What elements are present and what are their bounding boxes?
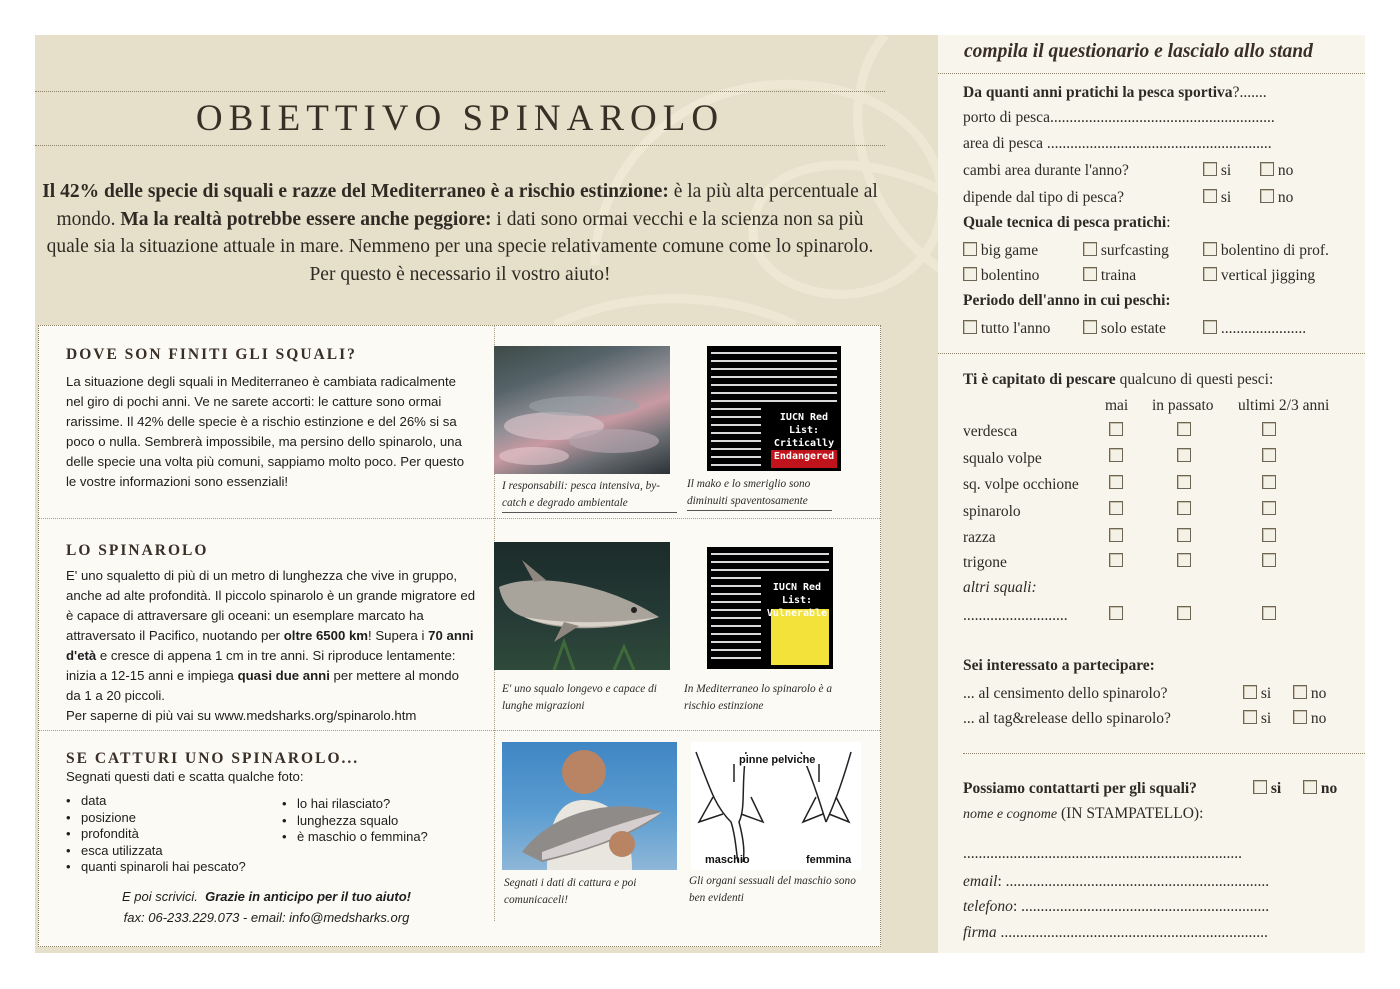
section-title-squali: DOVE SON FINITI GLI SQUALI? (66, 346, 357, 363)
label-no: no (1320, 780, 1338, 797)
info-panel (38, 325, 881, 947)
section-divider-1 (39, 518, 880, 519)
checkbox-technique[interactable] (963, 267, 977, 281)
species-verdesca: verdesca (963, 423, 1018, 440)
q-tecnica (963, 213, 1171, 233)
q-pesci-bold: Ti è capitato di pescare (963, 371, 1116, 388)
period-option[interactable] (1203, 319, 1306, 339)
list-item: • lunghezza squalo (282, 813, 428, 830)
section-body-spinarolo (66, 566, 476, 726)
technique-option[interactable] (1203, 266, 1315, 286)
checkbox-spinarolo-ultimi[interactable] (1262, 501, 1276, 515)
dipende-si[interactable] (1203, 188, 1231, 208)
iucn-vu-label: IUCN Red List: Vulnerable (766, 582, 828, 619)
technique-option[interactable] (963, 241, 1038, 261)
checkbox-volpe-ultimi[interactable] (1262, 448, 1276, 462)
questionnaire-form (938, 35, 1365, 953)
section-title-spinarolo: LO SPINAROLO (66, 542, 209, 559)
caption-iucn-spinarolo: In Mediterraneo lo spinarolo è a rischio estinzione (684, 683, 832, 712)
pelvic-fins-diagram (691, 742, 861, 870)
nome-italic: nome e cognome (963, 807, 1058, 822)
checkbox-spinarolo-mai[interactable] (1109, 501, 1123, 515)
censimento-si[interactable] (1243, 684, 1271, 704)
checkbox-contatto-si[interactable] (1253, 780, 1267, 794)
cambi-no[interactable] (1260, 161, 1293, 181)
email-dots[interactable]: : .................................................................... (997, 873, 1270, 890)
checkbox-verdesca-ultimi[interactable] (1262, 422, 1276, 436)
email-field[interactable] (963, 872, 1269, 892)
list-item: • lo hai rilasciato? (282, 796, 428, 813)
contatto-no[interactable] (1303, 779, 1337, 799)
censimento-no[interactable] (1293, 684, 1326, 704)
catch-checklist-left (66, 793, 246, 876)
title-rule-top (35, 91, 885, 92)
label-no: no (1310, 710, 1327, 727)
spinarolo-bold-km: oltre 6500 km (283, 628, 369, 643)
checkbox-razza-passato[interactable] (1177, 528, 1191, 542)
checkbox-technique[interactable] (1083, 267, 1097, 281)
signoff-thanks: Grazie in anticipo per il tuo aiuto! (205, 889, 411, 904)
q-censimento: ... al censimento dello spinarolo? (963, 685, 1168, 702)
iucn-cr-label: IUCN Red List: Critically Endangered (773, 412, 835, 462)
spiny-dogfish-photo (494, 542, 670, 670)
list-item: • data (66, 793, 246, 810)
signoff-text: E poi scrivici. (122, 889, 198, 904)
q-years-bold: Da quanti anni pratichi la pesca sportiva (963, 84, 1233, 101)
intro-bold-1: Il 42% delle specie di squali e razze del Mediterraneo è a rischio estinzione: (42, 181, 669, 202)
checkbox-occhione-passato[interactable] (1177, 475, 1191, 489)
form-divider (938, 353, 1365, 354)
page-title: OBIETTIVO SPINAROLO (195, 98, 725, 139)
checkbox-spinarolo-passato[interactable] (1177, 501, 1191, 515)
spinarolo-text-1: E' uno squaletto di più di un metro di lunghezza che vive in gruppo, anche ad alte profondità. Il piccolo spinarolo è un grande migratore ed è capace di attraversare gli oceani: un esemplare marcato ha attraversato il Pacifico, nuotando per (66, 568, 476, 643)
label-no: no (1310, 685, 1327, 702)
caption-dogfish: E' uno squalo longevo e capace di lunghe migrazioni (502, 683, 657, 712)
cambi-si[interactable] (1203, 161, 1231, 181)
section-title-catch: SE CATTURI UNO SPINAROLO... (66, 750, 360, 767)
col-header-mai: mai (1105, 397, 1129, 414)
checkbox-period[interactable] (1083, 320, 1097, 334)
checkbox-verdesca-passato[interactable] (1177, 422, 1191, 436)
spinarolo-text-3: e cresce di appena 1 cm in tre anni. Si riproduce lentamente: inizia a 12-15 anni e impiega (66, 648, 456, 683)
col-header-passato: in passato (1152, 397, 1214, 414)
nome-field[interactable]: ........................................................................ (963, 845, 1242, 862)
technique-option[interactable] (1083, 241, 1169, 261)
q-partecipare (963, 656, 1155, 676)
checkbox-altri-mai[interactable] (1109, 606, 1123, 620)
checkbox-tag-no[interactable] (1293, 710, 1307, 724)
spinarolo-bold-years: quasi due anni (237, 668, 330, 683)
technique-option[interactable] (1203, 241, 1329, 261)
section-divider-2 (39, 730, 880, 731)
label-no: no (1277, 162, 1294, 179)
firma-label: firma (963, 924, 997, 941)
tag-no[interactable] (1293, 709, 1326, 729)
technique-option[interactable] (1083, 266, 1136, 286)
period-option[interactable] (1083, 319, 1166, 339)
q-dipende: dipende dal tipo di pesca? (963, 189, 1124, 206)
q-tecnica-bold: Quale tecnica di pesca pratichi (963, 214, 1167, 231)
porto-field[interactable]: porto di pesca.......................................................... (963, 109, 1275, 126)
catch-checklist-right (282, 796, 428, 846)
q-tecnica-colon: : (1166, 214, 1171, 231)
q-pesci-text: qualcuno di questi pesci: (1115, 371, 1274, 388)
telefono-field[interactable] (963, 897, 1269, 917)
q-cambi: cambi area durante l'anno? (963, 162, 1129, 179)
q-contatto (963, 779, 1197, 799)
spinarolo-text-2: ! Supera i (368, 628, 429, 643)
checkbox-altri-ultimi[interactable] (1262, 606, 1276, 620)
fish-market-photo (494, 346, 670, 474)
title-rule-bottom (35, 145, 885, 146)
q-pesci (963, 370, 1273, 390)
q-contatto-bold: Possiamo contattarti per gli squali? (963, 780, 1197, 797)
checkbox-trigone-mai[interactable] (1109, 553, 1123, 567)
period-option[interactable] (963, 319, 1050, 339)
catch-intro: Segnati questi dati e scatta qualche foto: (66, 769, 304, 784)
diagram-male-label: maschio (705, 854, 750, 866)
checkbox-altri-passato[interactable] (1177, 606, 1191, 620)
checkbox-cambi-si[interactable] (1203, 162, 1217, 176)
signoff-line (39, 886, 494, 907)
fisherman-photo (502, 742, 677, 870)
checkbox-razza-ultimi[interactable] (1262, 528, 1276, 542)
checkbox-verdesca-mai[interactable] (1109, 422, 1123, 436)
iucn-critically-endangered-chart (707, 346, 841, 471)
technique-label: bolentino (980, 267, 1040, 284)
list-item: • quanti spinaroli hai pescato? (66, 859, 246, 876)
checkbox-cambi-no[interactable] (1260, 162, 1274, 176)
list-item: • è maschio o femmina? (282, 829, 428, 846)
checkbox-technique[interactable] (1083, 242, 1097, 256)
checkbox-trigone-passato[interactable] (1177, 553, 1191, 567)
spinarolo-text-4: per mettere al mondo da 1 a 20 piccoli. (66, 668, 459, 703)
checkbox-volpe-mai[interactable] (1109, 448, 1123, 462)
telefono-label: telefono (963, 898, 1013, 915)
checkbox-dipende-si[interactable] (1203, 189, 1217, 203)
checkbox-technique[interactable] (1203, 242, 1217, 256)
list-item: • posizione (66, 810, 246, 827)
checkbox-trigone-ultimi[interactable] (1262, 553, 1276, 567)
caption-fisherman: Segnati i dati di cattura e poi comunicaceli! (504, 877, 637, 906)
email-label: email (963, 873, 998, 890)
q-periodo-bold: Periodo dell'anno in cui peschi: (963, 292, 1171, 309)
caption-diagram: Gli organi sessuali del maschio sono ben evidenti (689, 875, 856, 904)
telefono-dots[interactable]: : ................................................................ (1012, 898, 1270, 915)
technique-label: traina (1100, 267, 1137, 284)
intro-text-2: i dati sono ormai vecchi e la scienza non sa più quale sia la situazione attuale in mare. Nemmeno per una specie relativamente comune come lo spinarolo. Per questo è necessario il vostro aiuto! (46, 208, 874, 285)
nome-label (963, 804, 1203, 825)
caption-iucn-mako: Il mako e lo smeriglio sono diminuiti spaventosamente (687, 476, 832, 511)
label-si: si (1260, 685, 1272, 702)
checkbox-period[interactable] (963, 320, 977, 334)
contact-line: fax: 06-233.229.073 - email: info@medsharks.org (123, 910, 410, 925)
altri-field[interactable]: ........................... (963, 607, 1068, 624)
altri-label: altri squali: (963, 579, 1037, 596)
species-altri (963, 578, 1037, 598)
section-body-squali: La situazione degli squali in Mediterraneo è cambiata radicalmente nel giro di pochi anni. Ve ne sarete accorti: le catture sono ormai rarissime. Il 42% delle specie è a rischio estinzione e del 26% si sa poco o nulla. Sembrerà impossibile, ma persino dello spinarolo, una delle specie una volta più comuni, sappiamo molto poco. Per questo le vostre informazioni sono essenziali! (66, 374, 465, 489)
q-partecipare-bold: Sei interessato a partecipare: (963, 657, 1155, 674)
label-no: no (1277, 189, 1294, 206)
period-label: ...................... (1220, 320, 1307, 337)
firma-dots[interactable]: ..................................................................... (996, 924, 1268, 941)
spinarolo-link-text: Per saperne di più vai su www.medsharks.org/spinarolo.htm (66, 708, 417, 723)
list-item: • profondità (66, 826, 246, 843)
intro-text-1: è la più alta percentuale al mondo. (56, 181, 878, 230)
species-squalo-volpe: squalo volpe (963, 450, 1042, 467)
species-spinarolo: spinarolo (963, 503, 1021, 520)
checkbox-razza-mai[interactable] (1109, 528, 1123, 542)
label-si: si (1260, 710, 1272, 727)
checkbox-period[interactable] (1203, 320, 1217, 334)
label-si: si (1220, 189, 1232, 206)
q-tag: ... al tag&release dello spinarolo? (963, 710, 1171, 727)
label-si: si (1220, 162, 1232, 179)
period-label: tutto l'anno (980, 320, 1051, 337)
checkbox-censimento-no[interactable] (1293, 685, 1307, 699)
col-header-ultimi: ultimi 2/3 anni (1238, 397, 1330, 414)
technique-option[interactable] (963, 266, 1039, 286)
checkbox-occhione-ultimi[interactable] (1262, 475, 1276, 489)
caption-fish-market: I responsabili: pesca intensiva, by-catch e degrado ambientale (502, 478, 677, 513)
species-trigone: trigone (963, 554, 1007, 571)
flyer-page (35, 35, 1365, 953)
technique-label: vertical jigging (1220, 267, 1316, 284)
q-years (963, 83, 1267, 103)
form-divider-2 (963, 753, 1365, 754)
checkbox-technique[interactable] (963, 242, 977, 256)
technique-label: big game (980, 242, 1039, 259)
checkbox-contatto-no[interactable] (1303, 780, 1317, 794)
area-field[interactable]: area di pesca .......................................................... (963, 135, 1272, 152)
dipende-no[interactable] (1260, 188, 1293, 208)
label-si: si (1270, 780, 1282, 797)
firma-field[interactable] (963, 923, 1268, 943)
contatto-si[interactable] (1253, 779, 1281, 799)
period-label: solo estate (1100, 320, 1166, 337)
checkbox-volpe-passato[interactable] (1177, 448, 1191, 462)
q-years-dots[interactable]: ?....... (1232, 84, 1267, 101)
form-title: compila il questionario e lascialo allo stand (964, 41, 1313, 62)
diagram-female-label: femmina (806, 854, 852, 866)
nome-text: (IN STAMPATELLO): (1057, 805, 1204, 822)
q-periodo (963, 291, 1171, 311)
technique-label: surfcasting (1100, 242, 1169, 259)
intro-paragraph (40, 178, 880, 288)
technique-label: bolentino di prof. (1220, 242, 1329, 259)
checkbox-censimento-si[interactable] (1243, 685, 1257, 699)
form-title-rule (938, 73, 1365, 74)
intro-bold-2: Ma la realtà potrebbe essere anche peggiore: (120, 208, 492, 230)
tag-si[interactable] (1243, 709, 1271, 729)
checkbox-technique[interactable] (1203, 267, 1217, 281)
diagram-title: pinne pelviche (739, 754, 816, 766)
species-volpe-occhione: sq. volpe occhione (963, 476, 1079, 493)
spinarolo-bold-age: 70 anni d'età (66, 628, 474, 663)
species-razza: razza (963, 529, 996, 546)
iucn-vulnerable-chart (707, 547, 833, 669)
list-item: • esca utilizzata (66, 843, 246, 860)
checkbox-tag-si[interactable] (1243, 710, 1257, 724)
checkbox-dipende-no[interactable] (1260, 189, 1274, 203)
checkbox-occhione-mai[interactable] (1109, 475, 1123, 489)
